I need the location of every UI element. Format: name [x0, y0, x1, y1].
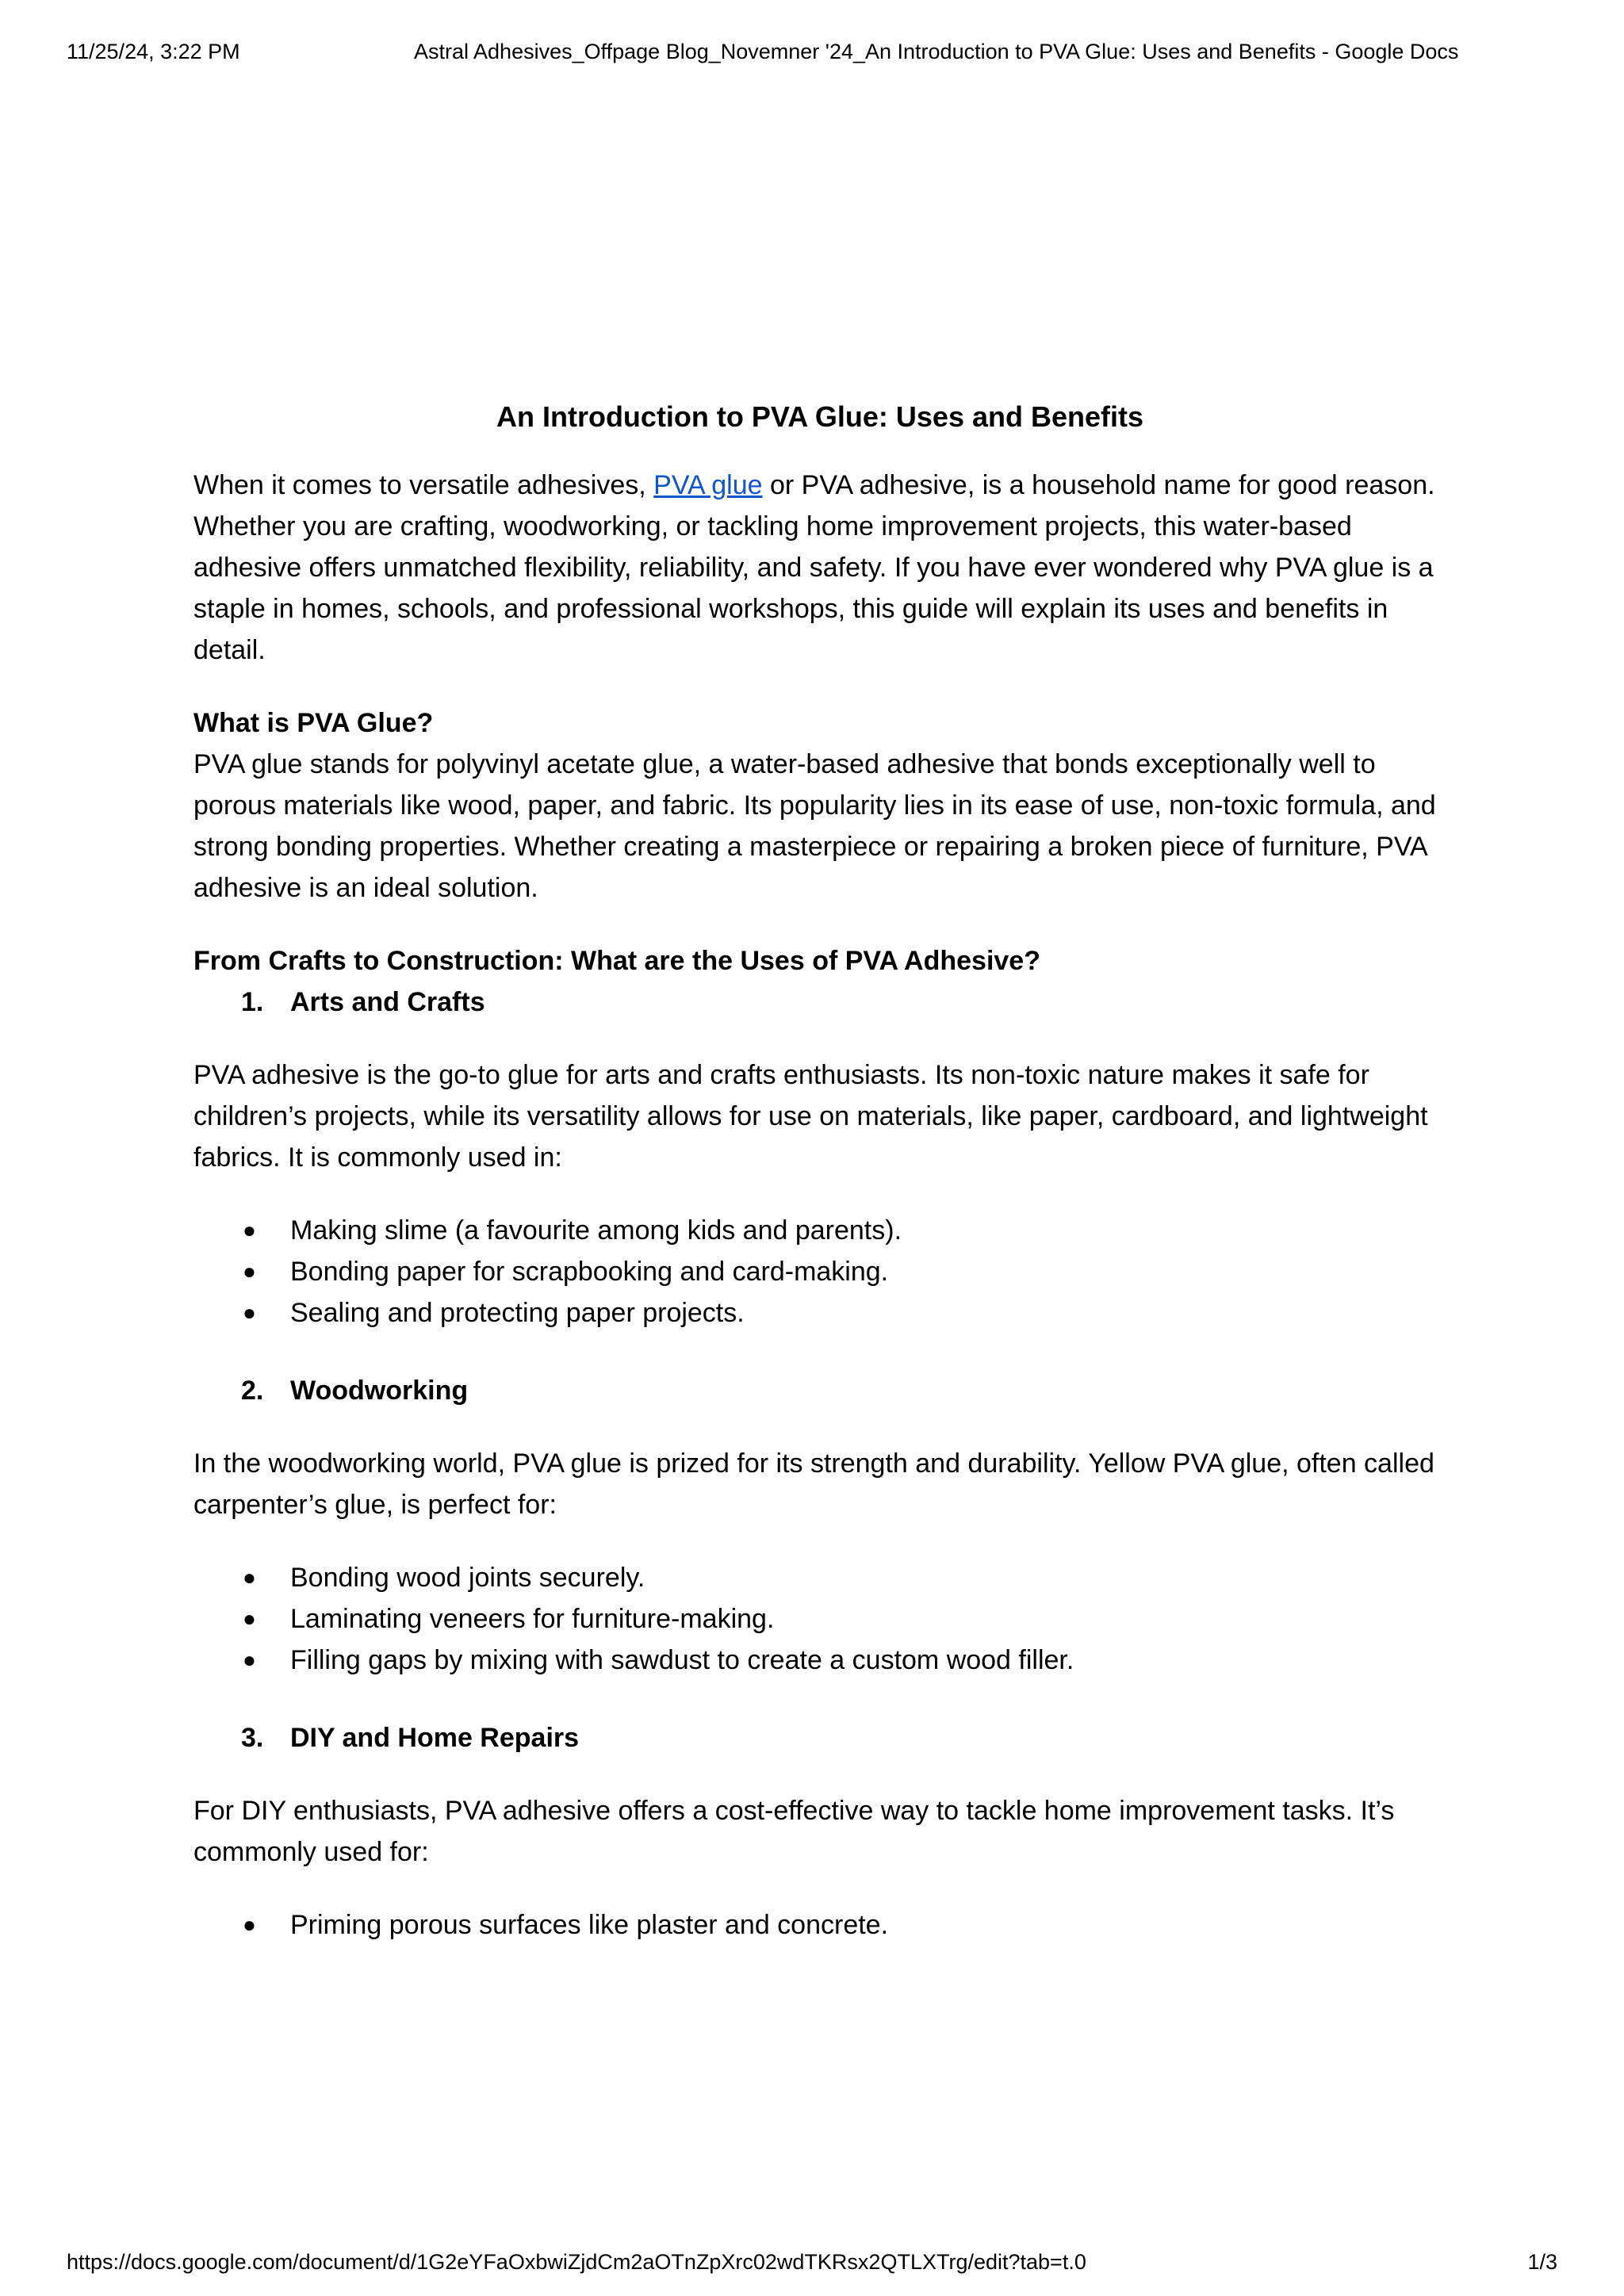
list-item-text: Bonding paper for scrapbooking and card-making.	[290, 1257, 889, 1287]
section-title: Arts and Crafts	[290, 987, 485, 1017]
document-title: An Introduction to PVA Glue: Uses and Benefits	[496, 400, 1144, 433]
list-item	[193, 1557, 1446, 1598]
list-item-text: Bonding wood joints securely.	[290, 1563, 645, 1593]
bullet-icon: ●	[243, 1606, 256, 1631]
section-paragraph: In the woodworking world, PVA glue is prized for its strength and durability. Yellow PVA glue, often called carpenter’s glue, is perfect for:	[193, 1448, 1434, 1520]
uses-heading: From Crafts to Construction: What are the Uses of PVA Adhesive?	[193, 946, 1040, 976]
bullet-icon: ●	[243, 1218, 256, 1242]
print-doc-title: Astral Adhesives_Offpage Blog_Novemner '24_An Introduction to PVA Glue: Uses and Benefits - Google Docs	[414, 40, 1459, 63]
bullet-list	[193, 1904, 1446, 1946]
intro-text-start: When it comes to versatile adhesives,	[193, 470, 654, 500]
section-paragraph: For DIY enthusiasts, PVA adhesive offers a cost-effective way to tackle home improvement tasks. It’s commonly used for:	[193, 1796, 1395, 1867]
list-item-text: Making slime (a favourite among kids and parents).	[290, 1215, 902, 1246]
bullet-icon: ●	[243, 1647, 256, 1672]
what-is-heading: What is PVA Glue?	[193, 708, 434, 738]
bullet-list	[193, 1557, 1446, 1681]
bullet-icon: ●	[243, 1912, 256, 1937]
section-title: DIY and Home Repairs	[290, 1723, 580, 1753]
what-is-section	[193, 702, 1446, 909]
list-item-text: Laminating veneers for furniture-making.	[290, 1604, 775, 1634]
section-number: 3.	[241, 1723, 264, 1753]
list-item	[193, 1904, 1446, 1946]
print-datetime: 11/25/24, 3:22 PM	[67, 40, 240, 63]
section-title: Woodworking	[290, 1376, 469, 1406]
bullet-icon: ●	[243, 1259, 256, 1284]
section-number: 2.	[241, 1376, 264, 1406]
section-paragraph: PVA adhesive is the go-to glue for arts and crafts enthusiasts. Its non-toxic nature makes it safe for children’s projects, while its versatility allows for use on materials, like paper, cardboard, and lightweight fabrics. It is commonly used in:	[193, 1060, 1428, 1173]
bullet-icon: ●	[243, 1300, 256, 1325]
document-body	[193, 393, 1446, 1982]
what-is-paragraph: PVA glue stands for polyvinyl acetate glue, a water-based adhesive that bonds exceptionally well to porous materials like wood, paper, and fabric. Its popularity lies in its ease of use, non-toxic formula, and strong bonding properties. Whether creating a masterpiece or repairing a broken piece of furniture, PVA adhesive is an ideal solution.	[193, 749, 1436, 903]
list-item	[193, 1210, 1446, 1251]
page-number: 1/3	[1527, 2250, 1557, 2274]
intro-text-end: or PVA adhesive, is a household name for good reason. Whether you are crafting, woodworking, or tackling home improvement projects, this water-based adhesive offers unmatched flexibility, reliability, and safety. If you have ever wondered why PVA glue is a staple in homes, schools, and professional workshops, this guide will explain its uses and benefits in detail.	[193, 470, 1435, 665]
list-item-text: Filling gaps by mixing with sawdust to create a custom wood filler.	[290, 1645, 1074, 1675]
bullet-icon: ●	[243, 1565, 256, 1590]
section-heading-woodworking	[193, 1370, 1446, 1411]
section-number: 1.	[241, 987, 264, 1017]
list-item	[193, 1598, 1446, 1640]
print-header	[67, 40, 1557, 71]
list-item	[193, 1640, 1446, 1681]
section-heading-diy-repairs	[193, 1717, 1446, 1758]
bullet-list	[193, 1210, 1446, 1334]
list-item	[193, 1292, 1446, 1334]
section-heading-arts-crafts	[193, 982, 1446, 1023]
pva-glue-link[interactable]: PVA glue	[653, 470, 763, 500]
list-item-text: Priming porous surfaces like plaster and concrete.	[290, 1910, 889, 1940]
intro-paragraph	[193, 465, 1446, 671]
print-url: https://docs.google.com/document/d/1G2eYFaOxbwiZjdCm2aOTnZpXrc02wdTKRsx2QTLXTrg/edit?tab=t.0	[67, 2250, 1086, 2274]
list-item-text: Sealing and protecting paper projects.	[290, 1298, 745, 1328]
list-item	[193, 1251, 1446, 1292]
